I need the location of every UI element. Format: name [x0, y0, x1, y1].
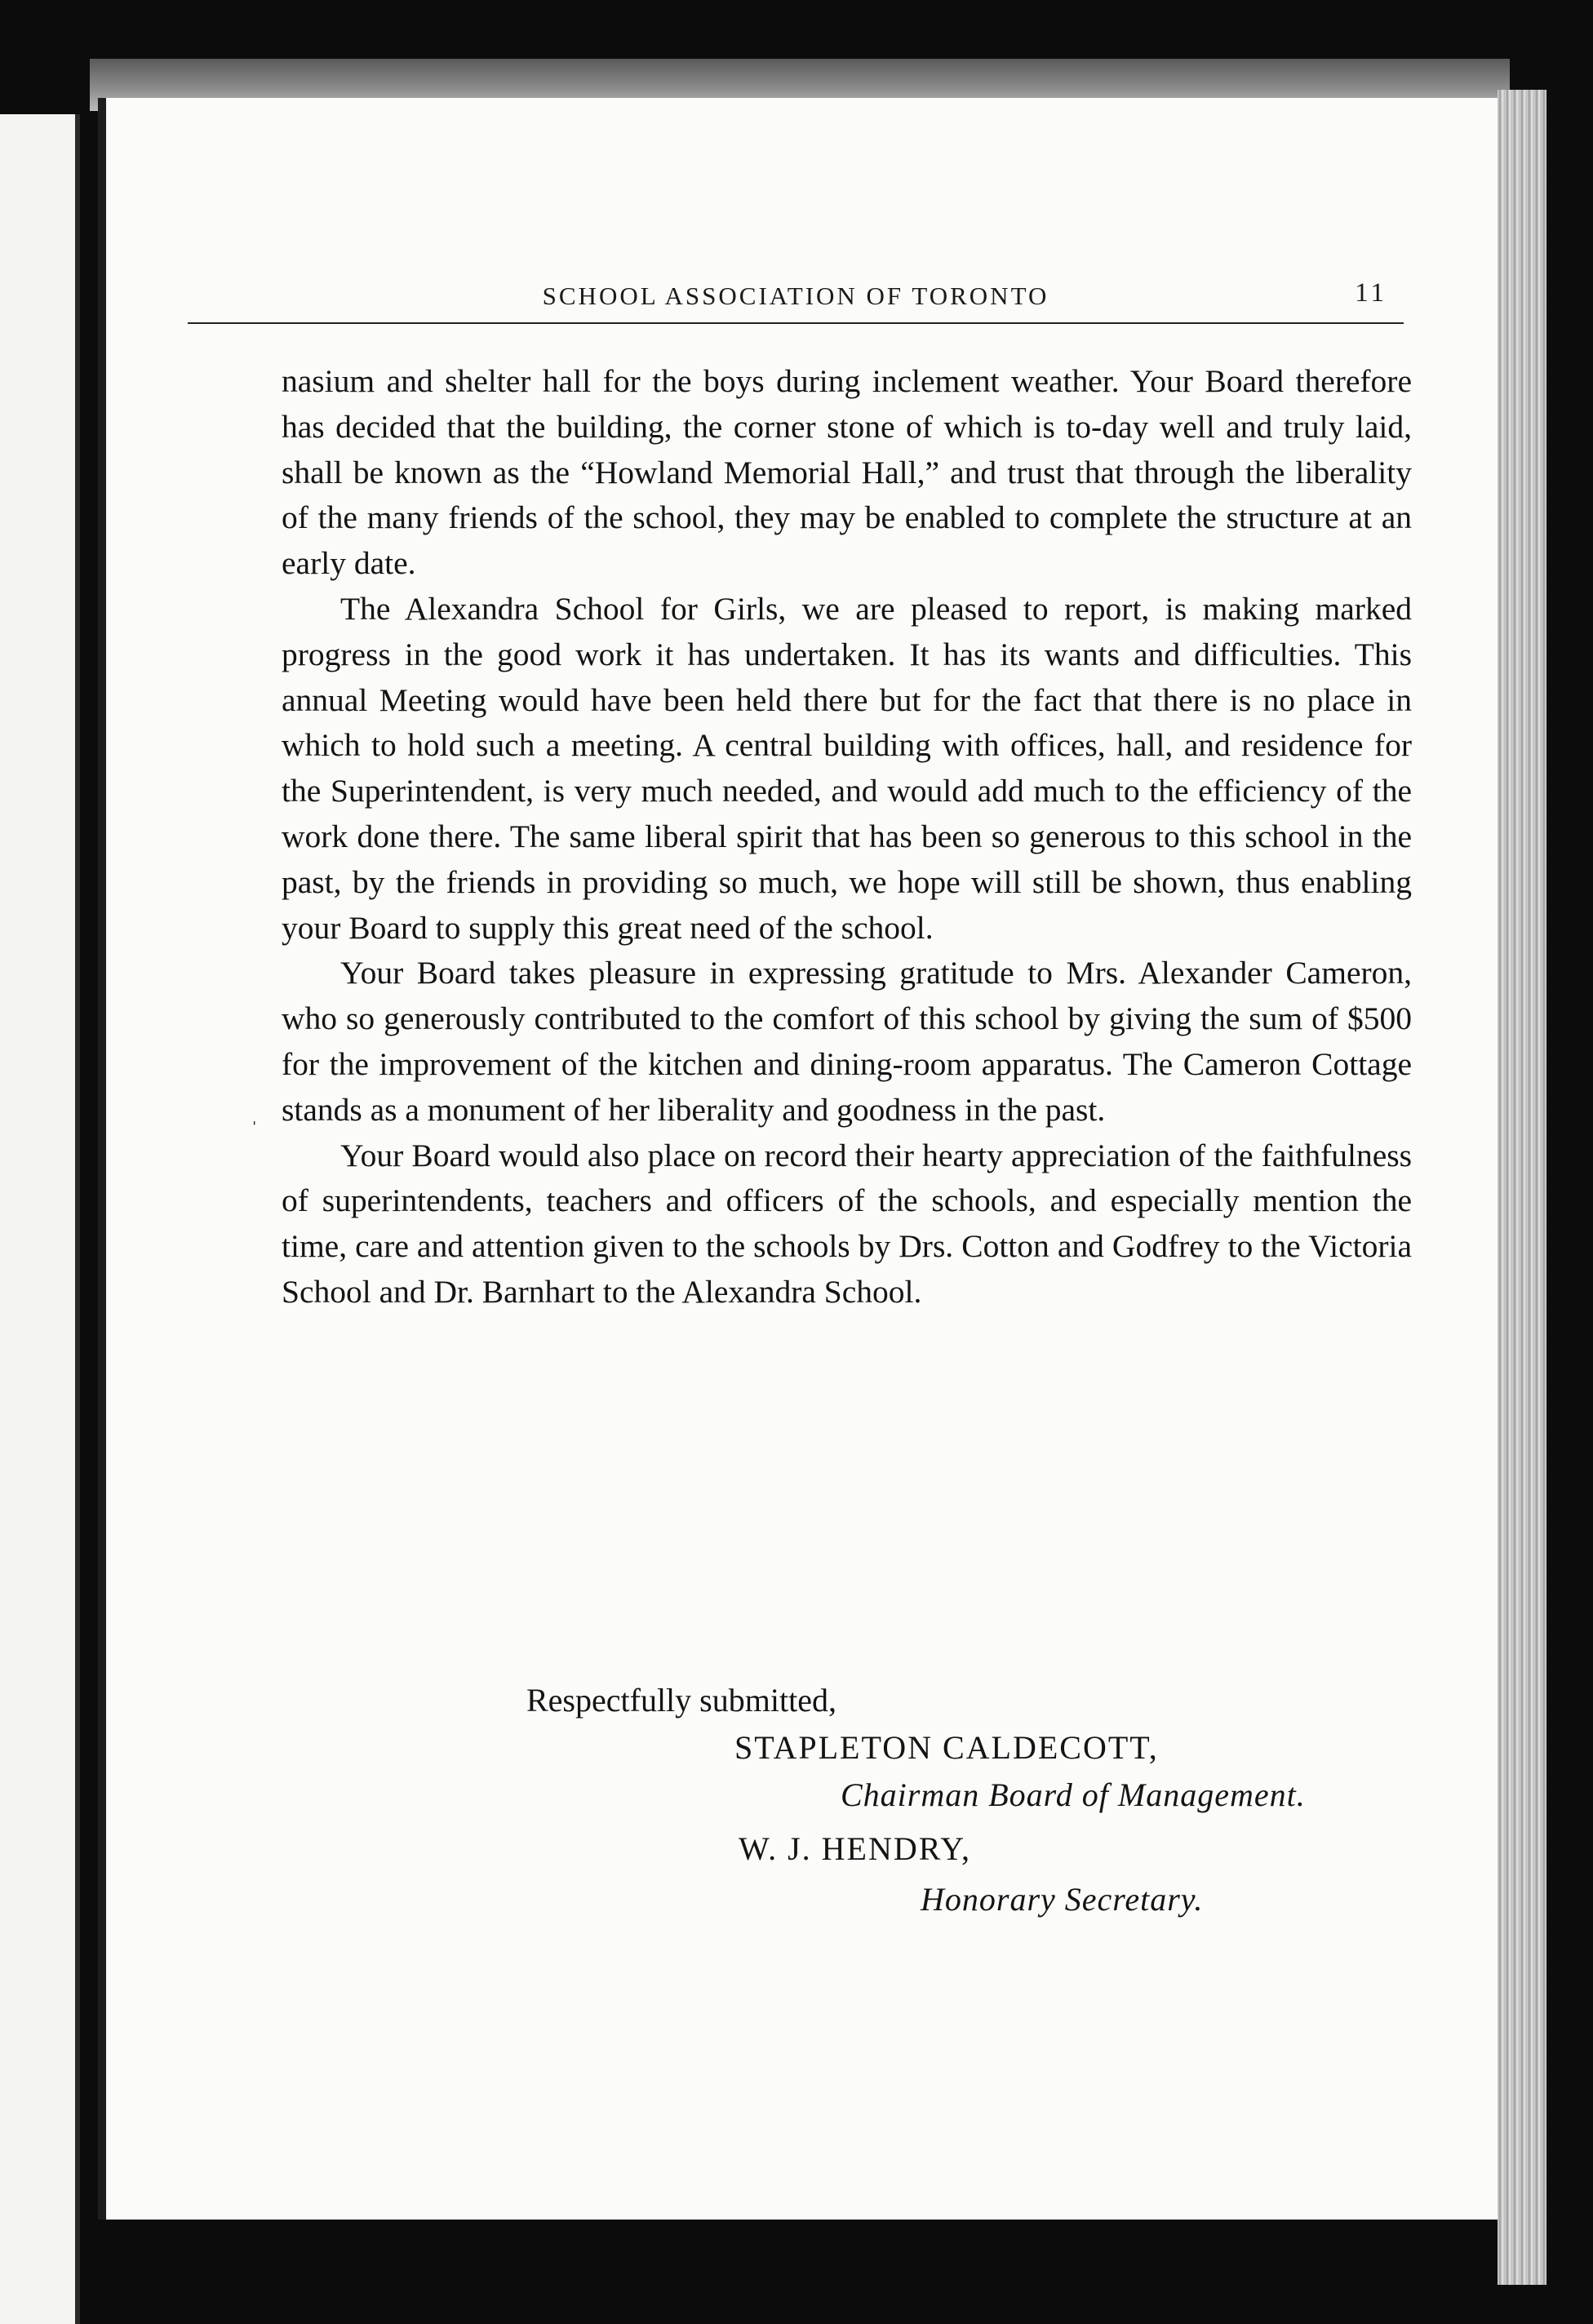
body-text — [282, 359, 1412, 1315]
running-header — [188, 278, 1404, 324]
page-stack-edge — [1498, 90, 1546, 2285]
margin-mark: ˈ — [251, 1118, 259, 1143]
paragraph-4: Your Board would also place on record their hearty appreciation of the faithfulness of superintendents, teachers and officers of the schools, and especially mention the time, care and attention given to the schools by Drs. Cotton and Godfrey to the Victoria School and Dr. Barnhart to the Alexandra School. — [282, 1137, 1412, 1310]
signer-2-title: Honorary Secretary. — [921, 1881, 1204, 1918]
paragraph-3: Your Board takes pleasure in expressing gratitude to Mrs. Alexander Cameron, who so generously contributed to the comfort of this school by giving the sum of $500 for the improvement of the kitchen and dining-room apparatus. The Cameron Cottage stands as a monument of her liberality and goodness in the past. — [282, 955, 1412, 1128]
running-title: SCHOOL ASSOCIATION OF TORONTO — [542, 282, 1049, 310]
page-number: 11 — [1355, 278, 1387, 308]
signer-1-title: Chairman Board of Management. — [841, 1776, 1306, 1813]
paragraph-1: nasium and shelter hall for the boys during inclement weather. Your Board therefore has decided that the building, the corner stone of which is to-day well and truly laid, shall be known as the “Howland Memorial Hall,” and trust that through the liberality of the many friends of the school, they may be enabled to complete the structure at an early date. — [282, 363, 1412, 582]
salutation: Respectfully submitted, — [526, 1682, 836, 1719]
adjacent-page-edge — [0, 114, 80, 2324]
signer-2-name: W. J. HENDRY, — [739, 1830, 971, 1867]
paragraph-2: The Alexandra School for Girls, we are pleased to report, is making marked progress in the good work it has undertaken. It has its wants and difficulties. This annual Meeting would have been held there but for the fact that there is no place in which to hold such a meeting. A central building with offices, hall, and residence for the Superintendent, is very much needed, and would add much to the efficiency of the work done there. The same liberal spirit that has been so generous to this school in the past, by the friends in providing so much, we hope will still be shown, thus enabling your Board to supply this great need of the school. — [282, 590, 1412, 946]
signer-1-name: STAPLETON CALDECOTT, — [734, 1729, 1159, 1766]
